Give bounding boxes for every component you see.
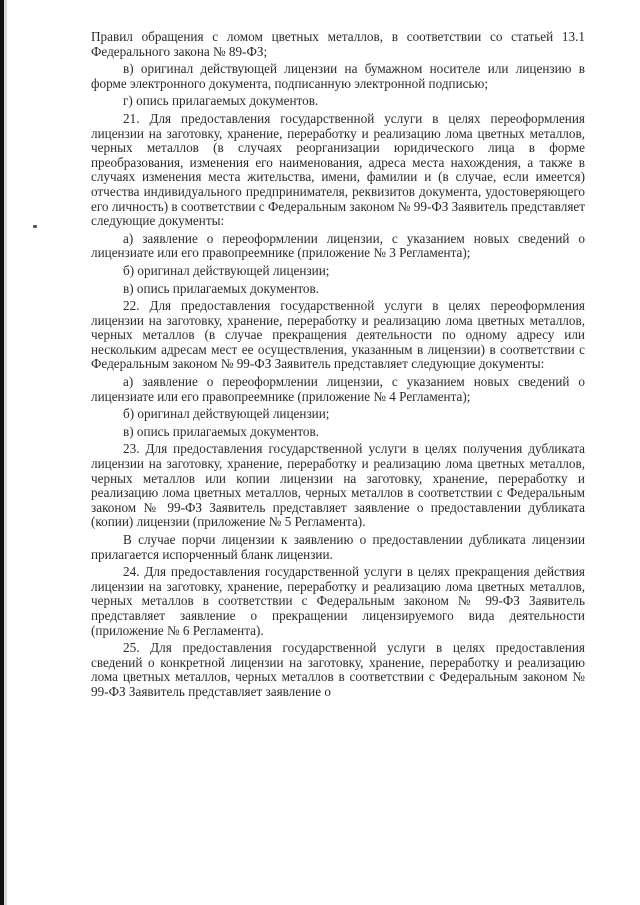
- scan-speck: [33, 225, 37, 228]
- paragraph-item-g: г) опись прилагаемых документов.: [123, 93, 319, 109]
- paragraph-22-a: а) заявление о переоформлении лицензии, с указанием новых сведений о лицензиате или его правопреемнике (приложение № 4 Регламента);: [91, 374, 585, 404]
- paragraph-23: 23. Для предоставления государственной услуги в целях получения дубликата лицензии на заготовку, хранение, переработку и реализацию лома цветных металлов, черных металлов или копии лицензии на заготовку, хранение, переработку и реализацию лома цветных металлов, черных металлов в соответствии с Федеральным законом № 99-ФЗ Заявитель представляет заявление о предоставлении дубликата (копии) лицензии (приложение № 5 Регламента).: [91, 441, 585, 530]
- paragraph-21-v: в) опись прилагаемых документов.: [123, 280, 320, 296]
- paragraph-item-v: в) оригинал действующей лицензии на бумажном носителе или лицензию в форме электронного документа, подписанную электронной подписью;: [91, 61, 585, 91]
- paragraph-21: 21. Для предоставления государственной услуги в целях переоформления лицензии на заготовку, хранение, переработку и реализацию лома цветных металлов, черных металлов (в случаях реорганизации юридического лица в форме преобразования, изменения его наименования, адреса места нахождения, а также в случаях изменения места жительства, имени, фамилии и (в случае, если имеется) отчества индивидуального предпринимателя, реквизитов документа, удостоверяющего его личность) в соответствии с Федеральным законом № 99-ФЗ Заявитель представляет следующие документы:: [91, 110, 585, 229]
- paragraph-continuation: Правил обращения с ломом цветных металлов, в соответствии со статьей 13.1 Федерального закона № 89-ФЗ;: [91, 29, 585, 59]
- scan-shadow: [4, 0, 7, 905]
- document-page: [91, 30, 585, 703]
- paragraph-25: 25. Для предоставления государственной услуги в целях предоставления сведений о конкретной лицензии на заготовку, хранение, переработку и реализацию лома цветных металлов, черных металлов в соответствии с Федеральным законом № 99-ФЗ Заявитель представляет заявление о: [91, 640, 585, 699]
- paragraph-21-a: а) заявление о переоформлении лицензии, с указанием новых сведений о лицензиате или его правопреемнике (приложение № 3 Регламента);: [91, 230, 585, 261]
- paragraph-22-v: в) опись прилагаемых документов.: [123, 423, 320, 439]
- paragraph-22-b: б) оригинал действующей лицензии;: [123, 406, 330, 422]
- paragraph-24: 24. Для предоставления государственной услуги в целях прекращения действия лицензии на заготовку, хранение, переработку и реализацию лома цветных металлов, черных металлов в соответствии с Федеральным законом № 99-ФЗ Заявитель представляет заявление о прекращении лицензируемого вида деятельности (приложение № 6 Регламента).: [91, 564, 585, 638]
- paragraph-22: 22. Для предоставления государственной услуги в целях переоформления лицензии на заготовку, хранение, переработку и реализацию лома цветных металлов, черных металлов (в случае прекращения деятельности по одному адресу или нескольким адресам мест ее осуществления, указанным в лицензии) в соответствии с Федеральным законом № 99-ФЗ Заявитель представляет следующие документы:: [91, 298, 585, 372]
- paragraph-23-note: В случае порчи лицензии к заявлению о предоставлении дубликата лицензии прилагается испорченный бланк лицензии.: [91, 532, 585, 562]
- paragraph-21-b: б) оригинал действующей лицензии;: [123, 262, 330, 278]
